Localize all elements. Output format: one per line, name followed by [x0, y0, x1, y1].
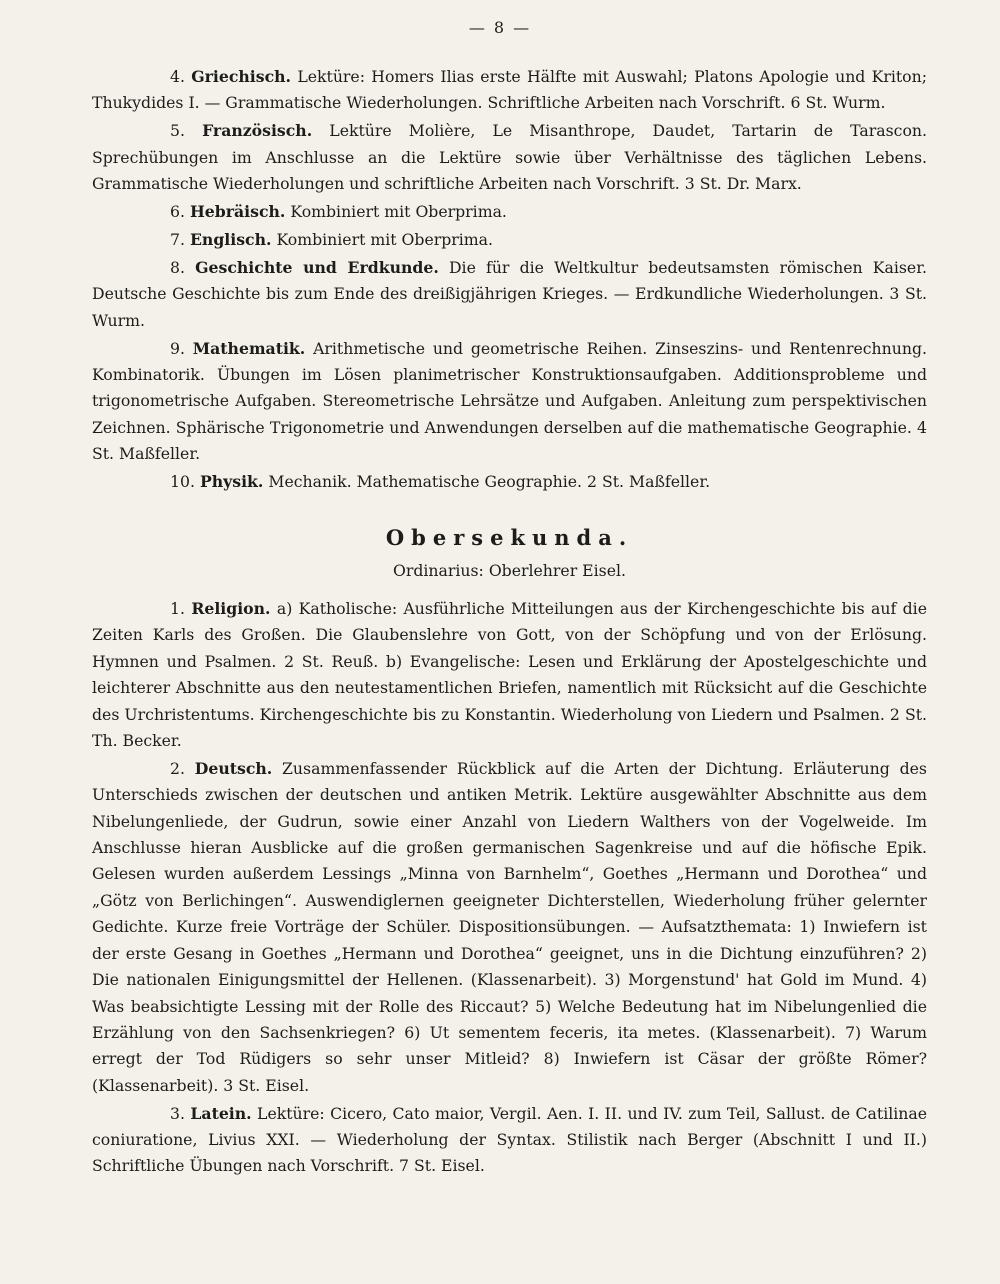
section-physik — [92, 469, 927, 495]
section-subject: Deutsch. — [194, 758, 273, 778]
section-text: Lektüre Molière, Le Misanthrope, Daudet, Tartarin de Tarascon. Sprechübungen im Anschlusse an die Lektüre sowie über Verhältnisse des täglichen Lebens. Grammatische Wiederholungen und schriftliche Arbeiten nach Vorschrift. 3 St. Dr. Marx. — [92, 121, 927, 194]
section-text: Kombiniert mit Oberprima. — [276, 229, 493, 249]
section-religion — [92, 596, 927, 754]
section-num: 2. — [170, 758, 185, 778]
section-subject: Geschichte und Erdkunde. — [195, 257, 439, 277]
section-num: 3. — [170, 1103, 185, 1123]
page-number: — 8 — — [468, 18, 532, 37]
section-text: Mechanik. Mathematische Geographie. 2 St. Maßfeller. — [268, 472, 711, 492]
section-text: Die für die Weltkultur bedeutsamsten römischen Kaiser. Deutsche Geschichte bis zum Ende des dreißigjährigen Krieges. — Erdkundliche Wiederholungen. 3 St. Wurm. — [92, 257, 927, 330]
section-text: a) Katholische: Ausführliche Mitteilungen aus der Kirchengeschichte bis auf die Zeiten Karls des Großen. Die Glaubenslehre von Gott, von der Schöpfung und von der Erlösung. Hymnen und Psalmen. 2 St. Reuß. b) Evangelische: Lesen und Erklärung der Apostelgeschichte und leichterer Abschnitte aus den neutestamentlichen Briefen, namentlich mit Rücksicht auf die Geschichte des Urchristentums. Kirchengeschichte bis zu Konstantin. Wiederholung von Liedern und Psalmen. 2 St. Th. Becker. — [92, 598, 927, 750]
section-englisch — [92, 227, 927, 253]
section-griechisch — [92, 64, 927, 117]
section-subject: Latein. — [190, 1103, 252, 1123]
section-num: 6. — [170, 202, 185, 222]
section-text: Lektüre: Homers Ilias erste Hälfte mit Auswahl; Platons Apologie und Kriton; Thukydides I. — Grammatische Wiederholungen. Schriftliche Arbeiten nach Vorschrift. 6 St. Wurm. — [92, 67, 927, 113]
section-subject: Griechisch. — [191, 67, 292, 86]
section-subject: Physik. — [199, 472, 264, 492]
section-hebraeisch — [92, 199, 927, 225]
section-subject: Französisch. — [202, 121, 313, 141]
section-latein — [92, 1101, 927, 1180]
section-geschichte — [92, 255, 927, 334]
page-body — [92, 64, 927, 1181]
section-deutsch — [92, 756, 927, 1099]
section-subject: Hebräisch. — [189, 202, 286, 222]
section-subject: Mathematik. — [192, 338, 306, 358]
section-text: Kombiniert mit Oberprima. — [290, 202, 507, 222]
section-num: 9. — [170, 338, 185, 358]
section-num: 4. — [170, 67, 185, 86]
section-text: Zusammenfassender Rückblick auf die Arten der Dichtung. Erläuterung des Unterschieds zwischen der deutschen und antiken Metrik. Lektüre ausgewählter Abschnitte aus dem Nibelungenliede, der Gudrun, sowie einer Anzahl von Liedern Walthers von der Vogelweide. Im Anschlusse hieran Ausblicke auf die großen germanischen Sagenkreise und auf die höfische Epik. Gelesen wurden außerdem Lessings „Minna von Barnhelm“, Goethes „Hermann und Dorothea“ und „Götz von Berlichingen“. Auswendiglernen geeigneter Dichterstellen, Wiederholung früher gelernter Gedichte. Kurze freie Vorträge der Schüler. Dispositionsübungen. — Aufsatzthemata: 1) Inwiefern ist der erste Gesang in Goethes „Hermann und Dorothea“ geeignet, uns in die Dichtung einzuführen? 2) Die nationalen Einigungsmittel der Hellenen. (Klassenarbeit). 3) Morgenstund' hat Gold im Mund. 4) Was beabsichtigte Lessing mit der Rolle des Riccaut? 5) Welche Bedeutung hat im Nibelungenlied die Erzählung von den Sachsenkriegen? 6) Ut sementem feceris, ita metes. (Klassenarbeit). 7) Warum erregt der Tod Rüdigers so sehr unser Mitleid? 8) Inwiefern ist Cäsar der größte Römer? (Klassenarbeit). 3 St. Eisel. — [92, 758, 927, 1095]
section-num: 7. — [170, 229, 185, 249]
section-text: Arithmetische und geometrische Reihen. Zinseszins- und Rentenrechnung. Kombinatorik. Übungen im Lösen planimetrischer Konstruktionsaufgaben. Additionsprobleme und trigonometrische Aufgaben. Stereometrische Lehrsätze und Aufgaben. Anleitung zum perspektivischen Zeichnen. Sphärische Trigonometrie und Anwendungen derselben auf die mathematische Geographie. 4 St. Maßfeller. — [92, 338, 927, 464]
section-num: 10. — [170, 472, 195, 492]
class-heading: Obersekunda. — [385, 524, 634, 550]
section-num: 1. — [170, 598, 185, 618]
section-subject: Religion. — [191, 598, 271, 618]
section-subject: Englisch. — [189, 229, 272, 249]
section-mathematik — [92, 336, 927, 468]
section-franzoesisch — [92, 118, 927, 197]
section-text: Lektüre: Cicero, Cato maior, Vergil. Aen. I. II. und IV. zum Teil, Sallust. de Catilinae coniuratione, Livius XXI. — Wiederholung der Syntax. Stilistik nach Berger (Abschnitt I und II.) Schriftliche Übungen nach Vorschrift. 7 St. Eisel. — [92, 1103, 927, 1176]
ordinarius-line: Ordinarius: Oberlehrer Eisel. — [393, 560, 626, 580]
section-num: 8. — [170, 257, 185, 277]
section-num: 5. — [170, 121, 185, 141]
